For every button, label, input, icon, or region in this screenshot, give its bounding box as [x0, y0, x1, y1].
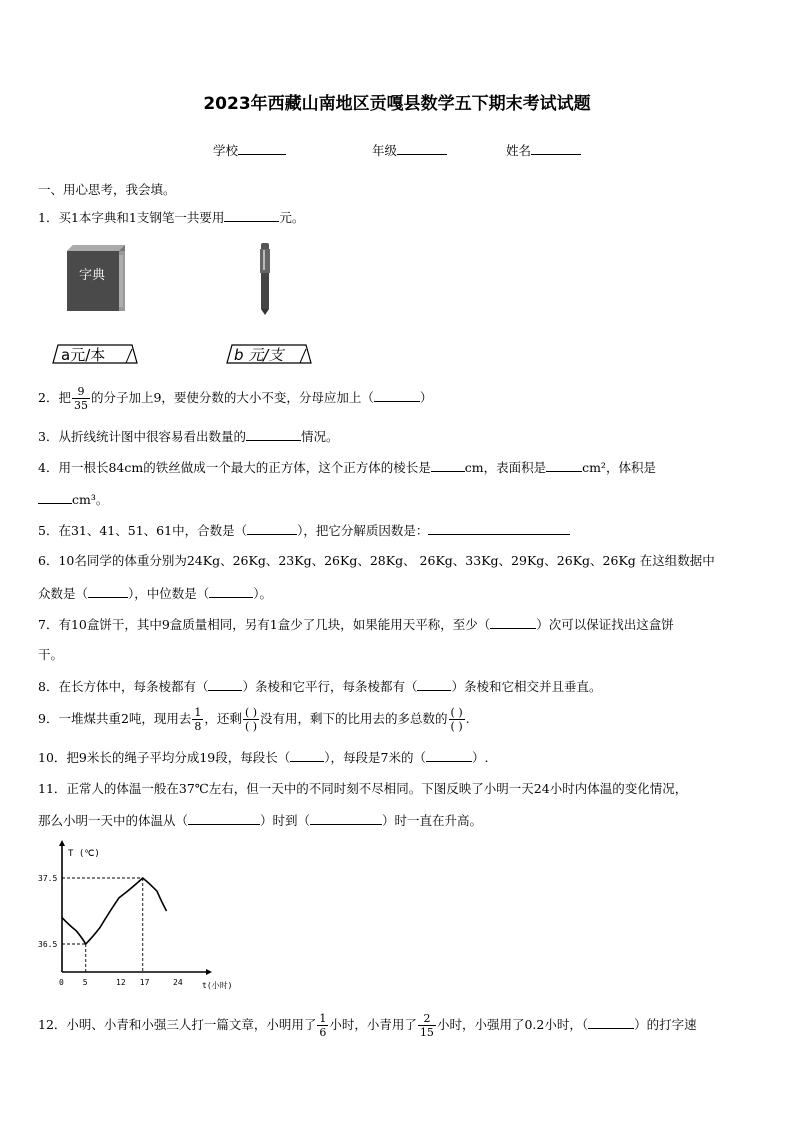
- question-1: 1．买1本字典和1支钢笔一共要用 元。: [38, 210, 305, 225]
- x-tick-label: 0: [59, 978, 64, 987]
- dictionary-icon: [67, 245, 125, 311]
- question-7-line-2: 干。: [38, 647, 64, 662]
- book-price-tag: a元/本: [52, 344, 96, 365]
- y-axis-label: T (℃): [68, 849, 100, 859]
- question-3: 3．从折线统计图中很容易看出数量的 情况。: [38, 429, 339, 444]
- question-12: 12．小明、小青和小强三人打一篇文章，小明用了 $\frac{1}{6}$ 小时，小青用了 $\frac{2}{15}$ 小时，小强用了0.2小时，（ ）的打字速: [38, 1012, 697, 1039]
- x-axis-arrow: [206, 969, 212, 975]
- x-tick-label: 17: [139, 978, 150, 987]
- x-axis-label: t(小时): [202, 981, 233, 990]
- y-tick-label: 37.5: [38, 874, 58, 883]
- pen-icon: [258, 243, 272, 315]
- y-axis-arrow: [59, 840, 65, 846]
- question-8: 8．在长方体中，每条棱都有（ ）条棱和它平行，每条棱都有（ ）条棱和它相交并且垂直。: [38, 679, 602, 694]
- question-5: 5．在31、41、51、61中，合数是（ ），把它分解质因数是：: [38, 522, 570, 539]
- school-field[interactable]: [213, 142, 286, 159]
- grade-field[interactable]: [372, 142, 447, 159]
- pen-price-tag: b 元/支: [226, 344, 275, 365]
- question-11-line-2: 那么小明一天中的体温从（ ）时到（ ）时一直在升高。: [38, 813, 483, 828]
- book-label: 字典: [78, 268, 106, 283]
- name-field[interactable]: [506, 142, 581, 159]
- grade-label: 年级: [372, 143, 398, 158]
- question-4-line-2: cm³。: [38, 491, 108, 508]
- question-7: 7．有10盒饼干，其中9盒质量相同，另有1盒少了几块，如果能用天平称，至少（ ）次可以保证找出这盒饼: [38, 617, 674, 632]
- x-tick-label: 5: [82, 978, 88, 987]
- temperature-line: [62, 878, 167, 944]
- question-10: 10．把9米长的绳子平均分成19段，每段长（ ），每段是7米的（ ）.: [38, 750, 489, 765]
- temperature-line-chart: [36, 838, 233, 994]
- x-tick-label: 24: [173, 978, 183, 987]
- y-tick-label: 36.5: [38, 940, 58, 949]
- name-label: 姓名: [506, 143, 532, 158]
- question-4: 4．用一根长84cm的铁丝做成一个最大的正方体，这个正方体的棱长是 cm，表面积是 cm²，体积是: [38, 460, 656, 475]
- question-9: 9．一堆煤共重2吨，现用去 $\frac{1}{8}$ ，还剩 $\frac{( )}{( )}$ 没有用，剩下的比用去的多总数的 $\frac{( )}{( )}$ .: [38, 706, 470, 733]
- question-2: 2．把 $\frac{9}{35}$ 的分子加上9，要使分数的大小不变，分母应加上（ ）: [38, 385, 433, 412]
- school-label: 学校: [213, 143, 239, 158]
- x-tick-label: 12: [116, 978, 126, 987]
- question-11: 11．正常人的体温一般在37℃左右，但一天中的不同时刻不尽相同。下图反映了小明一天24小时内体温的变化情况，: [38, 781, 688, 796]
- question-6: 6．10名同学的体重分别为24Kg、26Kg、23Kg、26Kg、28Kg、 26Kg、33Kg、29Kg、26Kg、26Kg 在这组数据中: [38, 553, 715, 568]
- section-heading: 一、用心思考，我会填。: [38, 182, 176, 197]
- page-title: 2023年西藏山南地区贡嘎县数学五下期末考试试题: [203, 94, 591, 114]
- question-6-line-2: 众数是（ ），中位数是（ ）。: [38, 586, 273, 601]
